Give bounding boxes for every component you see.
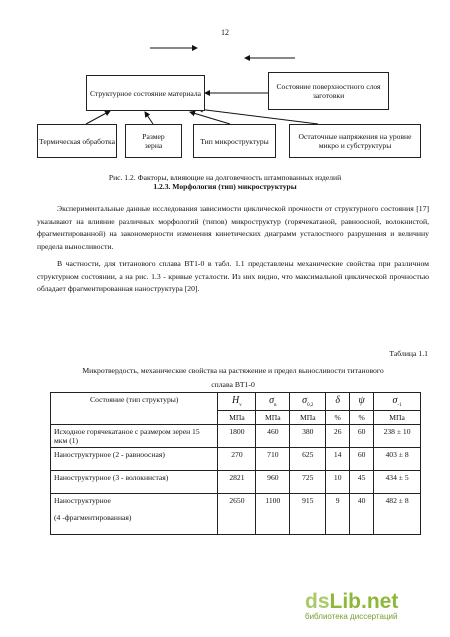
sigma-b-sub: в xyxy=(274,403,277,408)
cell-sigma-b: 460 xyxy=(256,425,290,448)
residual-stress-label: Остаточные напряжения на уровне микро и субструктуры xyxy=(298,132,412,150)
figure-caption xyxy=(0,173,450,191)
properties-table xyxy=(50,392,421,535)
table-row xyxy=(51,471,421,494)
cell-sigma-02: 625 xyxy=(290,448,326,471)
right-box xyxy=(268,72,389,110)
header-delta xyxy=(326,393,350,411)
box-thermal-treatment xyxy=(37,124,117,158)
cell-sigma-02: 915 xyxy=(290,494,326,535)
dslib-watermark xyxy=(305,590,445,621)
cell-hv: 270 xyxy=(218,448,256,471)
arrow-from-grain xyxy=(145,112,153,124)
cell-sigma-1: 403 ± 8 xyxy=(374,448,421,471)
cell-state xyxy=(51,494,218,535)
header-hv xyxy=(218,393,256,411)
hv-symbol: H xyxy=(232,395,240,406)
box-microstructure-type xyxy=(193,124,276,158)
watermark-logo xyxy=(305,590,445,614)
cell-sigma-b: 960 xyxy=(256,471,290,494)
header-sigma-02 xyxy=(290,393,326,411)
box-residual-stress xyxy=(289,124,421,158)
table-row xyxy=(51,494,421,535)
cell-sigma-1: 434 ± 5 xyxy=(374,471,421,494)
cell-delta: 14 xyxy=(326,448,350,471)
header-state: Состояние (тип структуры) xyxy=(51,393,218,425)
thermal-treatment-label: Термическая обработка xyxy=(38,136,115,146)
sigma-02-symbol: σ xyxy=(302,395,308,406)
watermark-brand-a: ds xyxy=(305,590,330,613)
cell-psi: 60 xyxy=(350,425,374,448)
hv-sub: v xyxy=(239,403,242,408)
arrow-from-thermal xyxy=(86,111,110,124)
watermark-tagline: библиотека диссертаций xyxy=(305,612,398,621)
microstructure-type-label: Тип микроструктуры xyxy=(200,136,269,146)
cell-state: Наноструктурное (3 - волокнистая) xyxy=(51,471,218,494)
unit-delta: % xyxy=(326,411,350,425)
cell-hv: 2650 xyxy=(218,494,256,535)
header-sigma-b xyxy=(256,393,290,411)
cell-state-line2: (4 -фрагментированная) xyxy=(54,513,132,522)
cell-state: Исходное горячекатаное с размером зерен 15 мкм (1) xyxy=(51,425,218,448)
table-title xyxy=(37,364,429,392)
right-box-label: Состояние поверхностного слоя заготовки xyxy=(276,82,381,100)
sigma-1-sub: -1 xyxy=(397,403,402,408)
box-grain-size xyxy=(125,124,182,158)
cell-psi: 60 xyxy=(350,448,374,471)
unit-psi: % xyxy=(350,411,374,425)
cell-sigma-1: 482 ± 8 xyxy=(374,494,421,535)
watermark-brand-b: Lib.net xyxy=(329,590,399,613)
cell-delta: 10 xyxy=(326,471,350,494)
table-title-line1: Микротвердость, механические свойства на растяжение и предел выносливости титанового xyxy=(82,366,384,375)
sigma-1-symbol: σ xyxy=(392,395,398,406)
cell-sigma-b: 710 xyxy=(256,448,290,471)
cell-delta: 26 xyxy=(326,425,350,448)
unit-sigma-1: МПа xyxy=(374,411,421,425)
grain-size-label: Размер зерна xyxy=(142,132,165,150)
center-box xyxy=(86,75,205,111)
table-title-line2: сплава ВТ1-0 xyxy=(211,380,255,389)
cell-delta: 9 xyxy=(326,494,350,535)
table-label: Таблица 1.1 xyxy=(389,349,428,358)
body-text xyxy=(37,203,429,296)
unit-sigma-b: МПа xyxy=(256,411,290,425)
cell-psi: 40 xyxy=(350,494,374,535)
arrow-from-microstructure xyxy=(190,112,230,124)
cell-hv: 2821 xyxy=(218,471,256,494)
section-subheading: 1.2.3. Морфология (тип) микроструктуры xyxy=(153,182,297,191)
arrow-from-stress xyxy=(198,109,318,124)
table-row xyxy=(51,448,421,471)
delta-symbol: δ xyxy=(335,395,341,406)
paragraph-2: В частности, для титанового сплава ВТ1-0 в табл. 1.1 представлены механические свойства при различном структурном состоянии, а на рис. 1.3 - кривые усталости. Из них видно, что максимальной циклической прочностью обладает фрагментированная наноструктура [20]. xyxy=(37,259,429,293)
cell-sigma-02: 725 xyxy=(290,471,326,494)
cell-sigma-1: 238 ± 10 xyxy=(374,425,421,448)
cell-sigma-b: 1100 xyxy=(256,494,290,535)
table-header-row xyxy=(51,393,421,411)
sigma-b-symbol: σ xyxy=(269,395,275,406)
paragraph-1: Экспериментальные данные исследования зависимости циклической прочности от структурного состояния [17] указывают на влияние различных морфологий (типов) микроструктур (горячекатаной, равноосной, волокнистой, фрагментированной) на закономерности изменения кинетических диаграмм усталостного разрушения и величину предела выносливости. xyxy=(37,204,429,251)
figure-caption-text: Рис. 1.2. Факторы, влияющие на долговечность штампованных изделий xyxy=(108,173,342,182)
center-box-label: Структурное состояние материала xyxy=(89,88,202,98)
cell-sigma-02: 380 xyxy=(290,425,326,448)
cell-state-line1: Наноструктурное xyxy=(54,496,111,505)
cell-state: Наноструктурное (2 - равноосная) xyxy=(51,448,218,471)
cell-hv: 1800 xyxy=(218,425,256,448)
header-sigma-1 xyxy=(374,393,421,411)
page-number: 12 xyxy=(221,28,229,37)
table-row xyxy=(51,425,421,448)
cell-psi: 45 xyxy=(350,471,374,494)
unit-sigma-02: МПа xyxy=(290,411,326,425)
header-psi xyxy=(350,393,374,411)
unit-hv: МПа xyxy=(218,411,256,425)
sigma-02-sub: 0,2 xyxy=(307,403,314,408)
psi-symbol: ψ xyxy=(358,395,365,406)
